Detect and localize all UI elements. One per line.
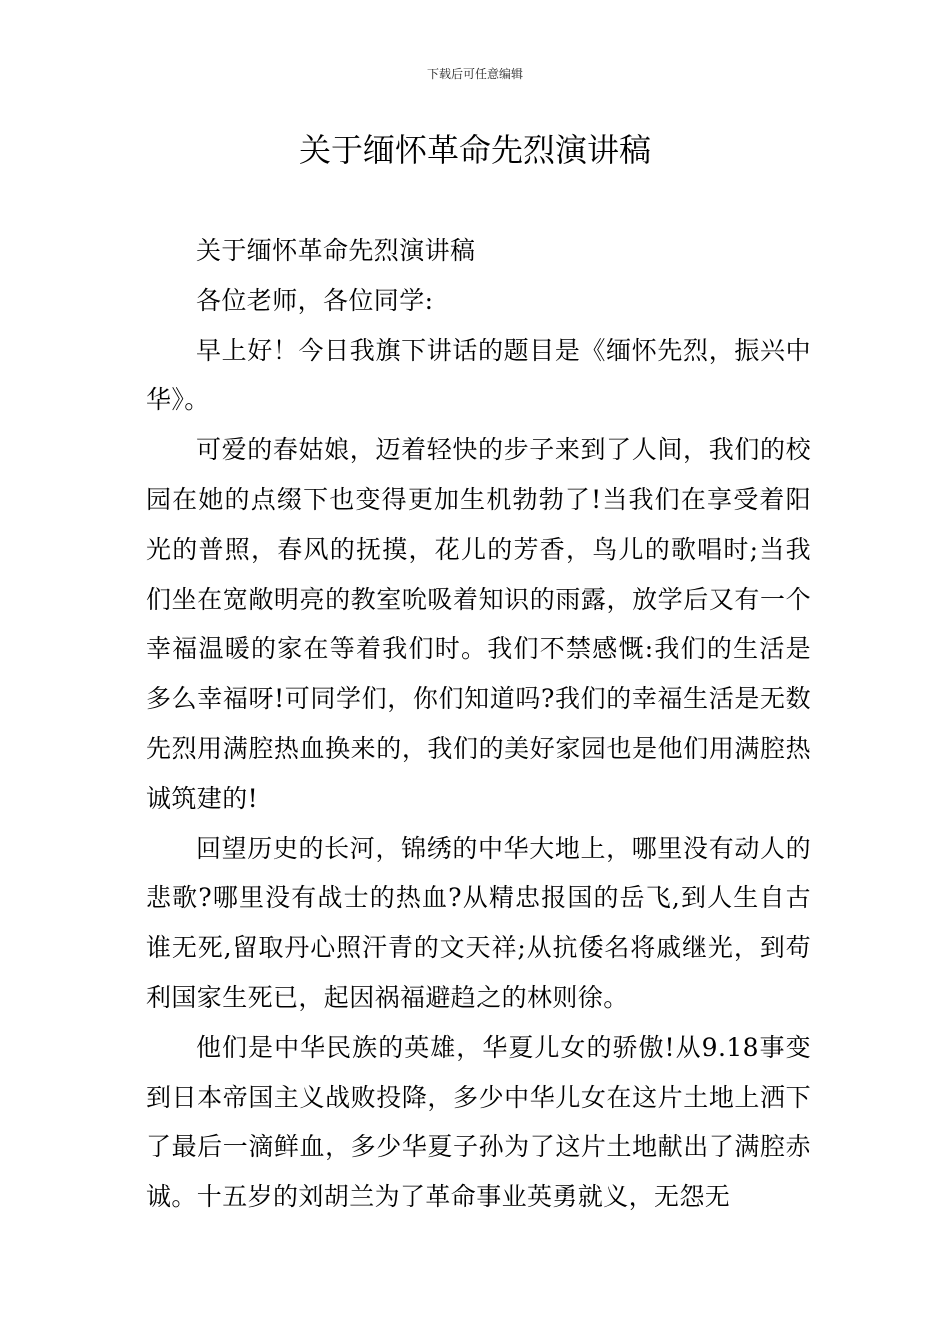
paragraph-salutation: 各位老师，各位同学: xyxy=(196,285,434,315)
document-body xyxy=(146,226,811,1222)
document-title: 关于缅怀革命先烈演讲稿 xyxy=(298,131,651,169)
paragraph-heroes: 他们是中华民族的英雄，华夏儿女的骄傲!从9.18事变到日本帝国主义战败投降，多少中华儿女在这片土地上洒下了最后一滴鲜血，多少华夏子孙为了这片土地献出了满腔赤诚。十五岁的刘胡兰为了革命事业英勇就义，无怨无 xyxy=(146,1032,811,1212)
header-note: 下载后可任意编辑 xyxy=(426,67,523,81)
paragraph-subtitle: 关于缅怀革命先烈演讲稿 xyxy=(196,236,476,265)
paragraph-history: 回望历史的长河，锦绣的中华大地上，哪里没有动人的悲歌?哪里没有战士的热血?从精忠报国的岳飞,到人生自古谁无死,留取丹心照汗青的文天祥;从抗倭名将戚继光，到苟利国家生死已，起因祸福避趋之的林则徐。 xyxy=(146,833,811,1012)
paragraph-greeting: 早上好！今日我旗下讲话的题目是《缅怀先烈，振兴中华》。 xyxy=(146,335,811,415)
paragraph-spring: 可爱的春姑娘，迈着轻快的步子来到了人间，我们的校园在她的点缀下也变得更加生机勃勃了!当我们在享受着阳光的普照，春风的抚摸，花儿的芳香，鸟儿的歌唱时;当我们坐在宽敞明亮的教室吮吸着知识的雨露，放学后又有一个幸福温暖的家在等着我们时。我们不禁感慨:我们的生活是多么幸福呀!可同学们，你们知道吗?我们的幸福生活是无数先烈用满腔热血换来的，我们的美好家园也是他们用满腔热诚筑建的! xyxy=(146,435,811,813)
